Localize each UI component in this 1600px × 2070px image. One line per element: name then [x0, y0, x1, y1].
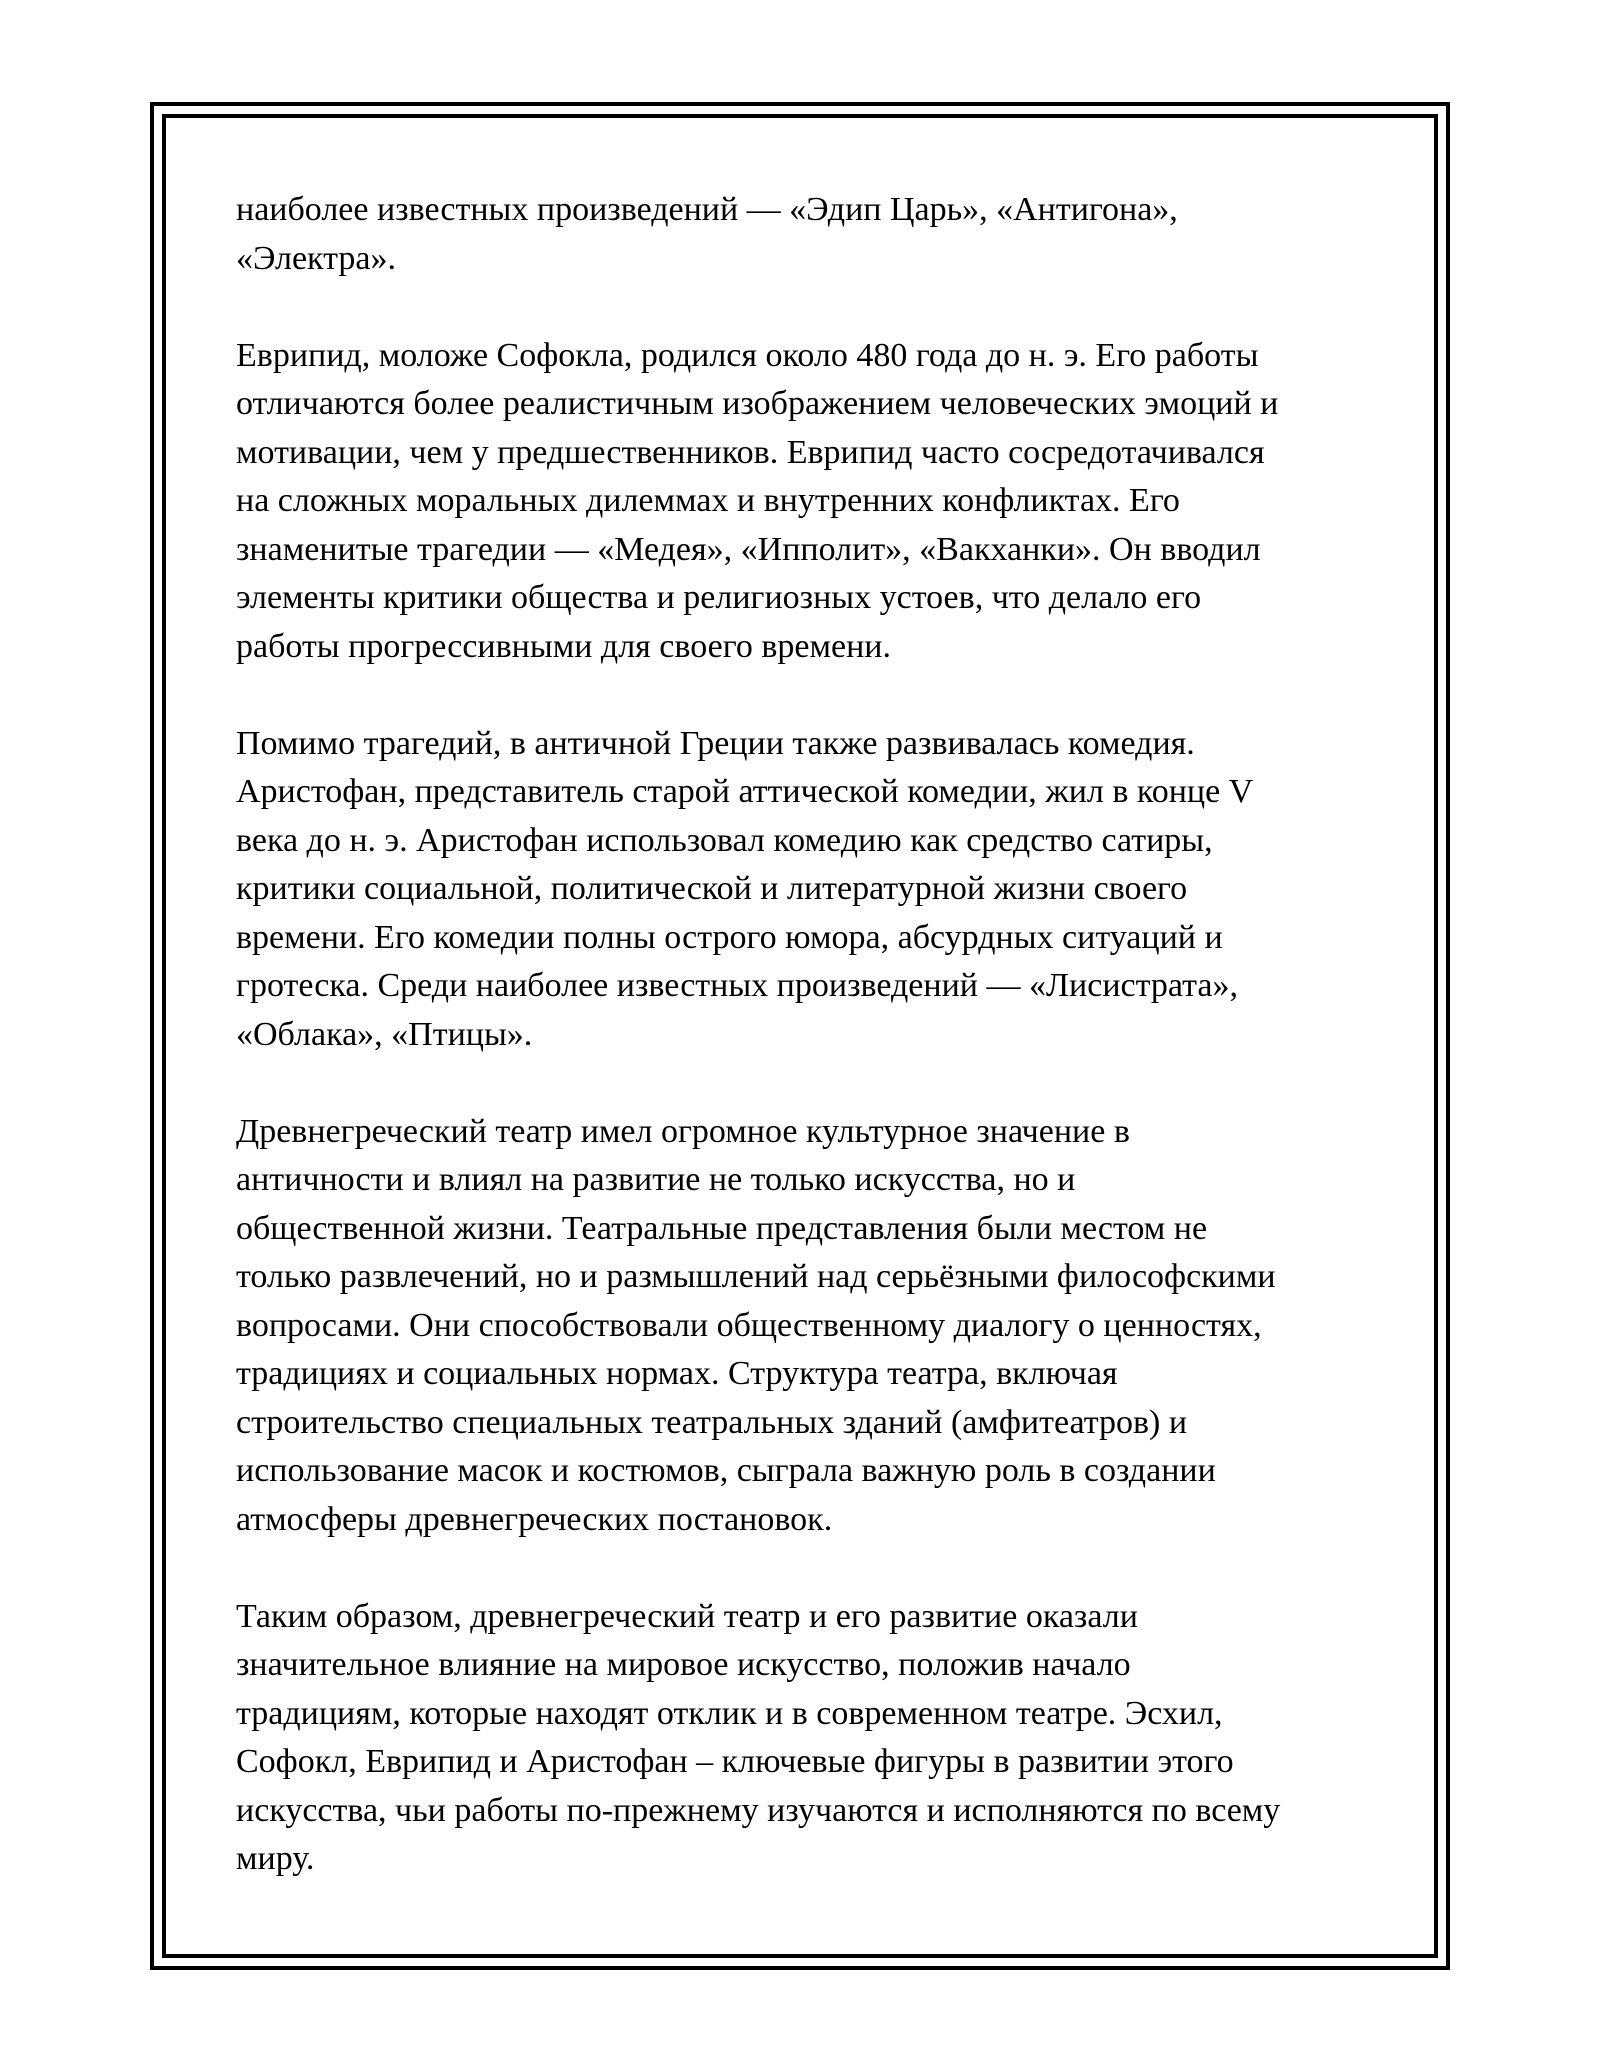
- text-line: «Электра».: [236, 239, 396, 277]
- paragraph: [236, 720, 1386, 1060]
- text-line: традициях и социальных нормах. Структура театра, включая: [236, 1355, 1118, 1392]
- text-line: Таким образом, древнегреческий театр и его развитие оказали: [236, 1597, 1138, 1635]
- paragraph: [236, 186, 1386, 283]
- text-line: значительное влияние на мировое искусство, положив начало: [236, 1646, 1131, 1683]
- text-line: искусства, чьи работы по-прежнему изучаются и исполняются по всему: [236, 1791, 1281, 1829]
- paragraph: [236, 332, 1386, 672]
- text-line: Софокл, Еврипид и Аристофан – ключевые фигуры в развитии этого: [236, 1743, 1234, 1780]
- text-line: наиболее известных произведений — «Эдип Царь», «Антигона»,: [236, 191, 1178, 228]
- text-line: знаменитые трагедии — «Медея», «Ипполит», «Вакханки». Он вводил: [236, 530, 1261, 568]
- text-line: времени. Его комедии полны острого юмора, абсурдных ситуаций и: [236, 918, 1223, 956]
- text-line: атмосферы древнегреческих постановок.: [236, 1500, 833, 1538]
- text-line: общественной жизни. Театральные представления были местом не: [236, 1209, 1208, 1247]
- text-line: традициям, которые находят отклик и в современном театре. Эсхил,: [236, 1694, 1223, 1732]
- text-line: Древнегреческий театр имел огромное культурное значение в: [236, 1112, 1130, 1150]
- paragraph: [236, 1108, 1386, 1545]
- text-line: «Облака», «Птицы».: [236, 1015, 533, 1053]
- text-line: вопросами. Они способствовали общественному диалогу о ценностях,: [236, 1306, 1262, 1344]
- text-line: античности и влиял на развитие не только искусства, но и: [236, 1161, 1076, 1198]
- text-line: работы прогрессивными для своего времени.: [236, 627, 891, 665]
- text-line: миру.: [236, 1840, 315, 1877]
- text-line: Еврипид, моложе Софокла, родился около 480 года до н. э. Его работы: [236, 336, 1259, 374]
- text-line: на сложных моральных дилеммах и внутренних конфликтах. Его: [236, 482, 1180, 519]
- text-line: элементы критики общества и религиозных устоев, что делало его: [236, 579, 1202, 616]
- text-line: Аристофан, представитель старой аттической комедии, жил в конце V: [236, 773, 1254, 810]
- document-body: [236, 186, 1386, 1932]
- text-line: отличаются более реалистичным изображением человеческих эмоций и: [236, 385, 1279, 422]
- text-line: строительство специальных театральных зданий (амфитеатров) и: [236, 1403, 1188, 1441]
- text-line: гротеска. Среди наиболее известных произведений — «Лисистрата»,: [236, 967, 1238, 1004]
- text-line: критики социальной, политической и литературной жизни своего: [236, 870, 1188, 907]
- text-line: Помимо трагедий, в античной Греции также развивалась комедия.: [236, 724, 1195, 762]
- text-line: века до н. э. Аристофан использовал комедию как средство сатиры,: [236, 821, 1213, 859]
- text-line: использование масок и костюмов, сыграла важную роль в создании: [236, 1452, 1216, 1489]
- paragraph: [236, 1593, 1386, 1884]
- text-line: только развлечений, но и размышлений над серьёзными философскими: [236, 1258, 1276, 1295]
- text-line: мотивации, чем у предшественников. Еврипид часто сосредотачивался: [236, 433, 1265, 471]
